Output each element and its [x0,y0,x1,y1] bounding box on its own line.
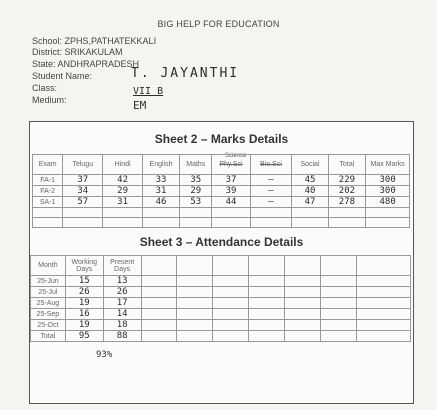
mark-cell: 35 [180,175,212,186]
col-month: Month [31,256,66,276]
mark-cell: 47 [292,197,328,208]
mark-cell: 39 [212,186,250,197]
marks-title: Sheet 2 – Marks Details [154,132,289,146]
mark-cell: 29 [180,186,212,197]
working-days-cell: 19 [65,320,103,331]
present-days-cell: 26 [103,287,141,298]
exam-cell: FA-1 [33,175,63,186]
table-row [31,276,411,287]
mark-cell: 45 [292,175,328,186]
mark-cell: 42 [103,175,143,186]
table-row [31,309,411,320]
col-social: Social [292,155,328,175]
table-row [31,320,411,331]
col-total: Total [328,155,366,175]
col-present-days: Present Days [103,256,141,276]
marks-header-row [33,155,410,175]
table-row-empty [33,208,410,218]
district-label: District: [32,47,62,57]
col-physci: Phy.Sci [212,155,250,175]
mark-cell: 46 [142,197,179,208]
student-name-value: T. JAYANTHI [131,66,240,81]
mark-cell: 31 [103,197,143,208]
col-max-marks: Max Marks [366,155,410,175]
max-cell: 300 [366,186,410,197]
mark-cell: 33 [142,175,179,186]
max-cell: 300 [366,175,410,186]
table-row [31,298,411,309]
mark-cell: 34 [63,186,103,197]
attendance-title: Sheet 3 – Attendance Details [139,235,304,249]
mark-cell: 57 [63,197,103,208]
science-overwrite: Science [225,153,247,159]
table-row [33,186,410,197]
mark-cell: 53 [180,197,212,208]
month-cell: 25-Oct [31,320,66,331]
month-cell: 25-Jun [31,276,66,287]
medium-label: Medium: [32,95,67,105]
class-label: Class: [32,83,58,93]
working-days-cell: 26 [65,287,103,298]
exam-cell: FA-2 [33,186,63,197]
mark-cell: — [250,186,292,197]
school-value: ZPHS,PATHATEKKALI [64,36,157,46]
exam-cell: SA-1 [33,197,63,208]
present-days-cell: 13 [103,276,141,287]
class-value: VII B [133,86,164,97]
marks-table [32,154,410,228]
mark-cell: 40 [292,186,328,197]
month-cell: 25-Sep [31,309,66,320]
attendance-percentage: 93% [96,350,113,360]
state-label: State: [32,59,56,69]
table-row-empty [33,218,410,228]
page-title: BIG HELP FOR EDUCATION [157,19,280,29]
school-label: School: [32,36,63,46]
col-maths: Maths [180,155,212,175]
district-value: SRIKAKULAM [64,47,123,57]
mark-cell: — [250,175,292,186]
mark-cell: 37 [212,175,250,186]
month-cell: 25-Aug [31,298,66,309]
table-row [31,287,411,298]
mark-cell: 29 [103,186,143,197]
max-cell: 480 [366,197,410,208]
col-biosci: Bio.Sci [250,155,292,175]
mark-cell: 44 [212,197,250,208]
mark-cell: — [250,197,292,208]
attendance-header-row [31,256,411,276]
col-english: English [142,155,179,175]
month-cell: 25-Jul [31,287,66,298]
table-row [33,175,410,186]
table-row [33,197,410,208]
present-days-cell: 14 [103,309,141,320]
working-days-cell: 95 [65,331,103,342]
mark-cell: 31 [142,186,179,197]
student-name-label: Student Name: [32,71,93,81]
present-days-cell: 18 [103,320,141,331]
medium-value: EM [133,99,147,112]
col-hindi: Hindi [103,155,143,175]
working-days-cell: 19 [65,298,103,309]
working-days-cell: 15 [65,276,103,287]
state-value: ANDHRAPRADESH [57,59,140,69]
col-exam: Exam [33,155,63,175]
present-days-cell: 88 [103,331,141,342]
total-cell: 202 [328,186,366,197]
sheet-card [29,121,414,404]
attendance-table [30,255,411,342]
table-row-total [31,331,411,342]
present-days-cell: 17 [103,298,141,309]
mark-cell: 37 [63,175,103,186]
month-cell: Total [31,331,66,342]
col-telugu: Telugu [63,155,103,175]
col-working-days: Working Days [65,256,103,276]
working-days-cell: 16 [65,309,103,320]
total-cell: 229 [328,175,366,186]
total-cell: 278 [328,197,366,208]
